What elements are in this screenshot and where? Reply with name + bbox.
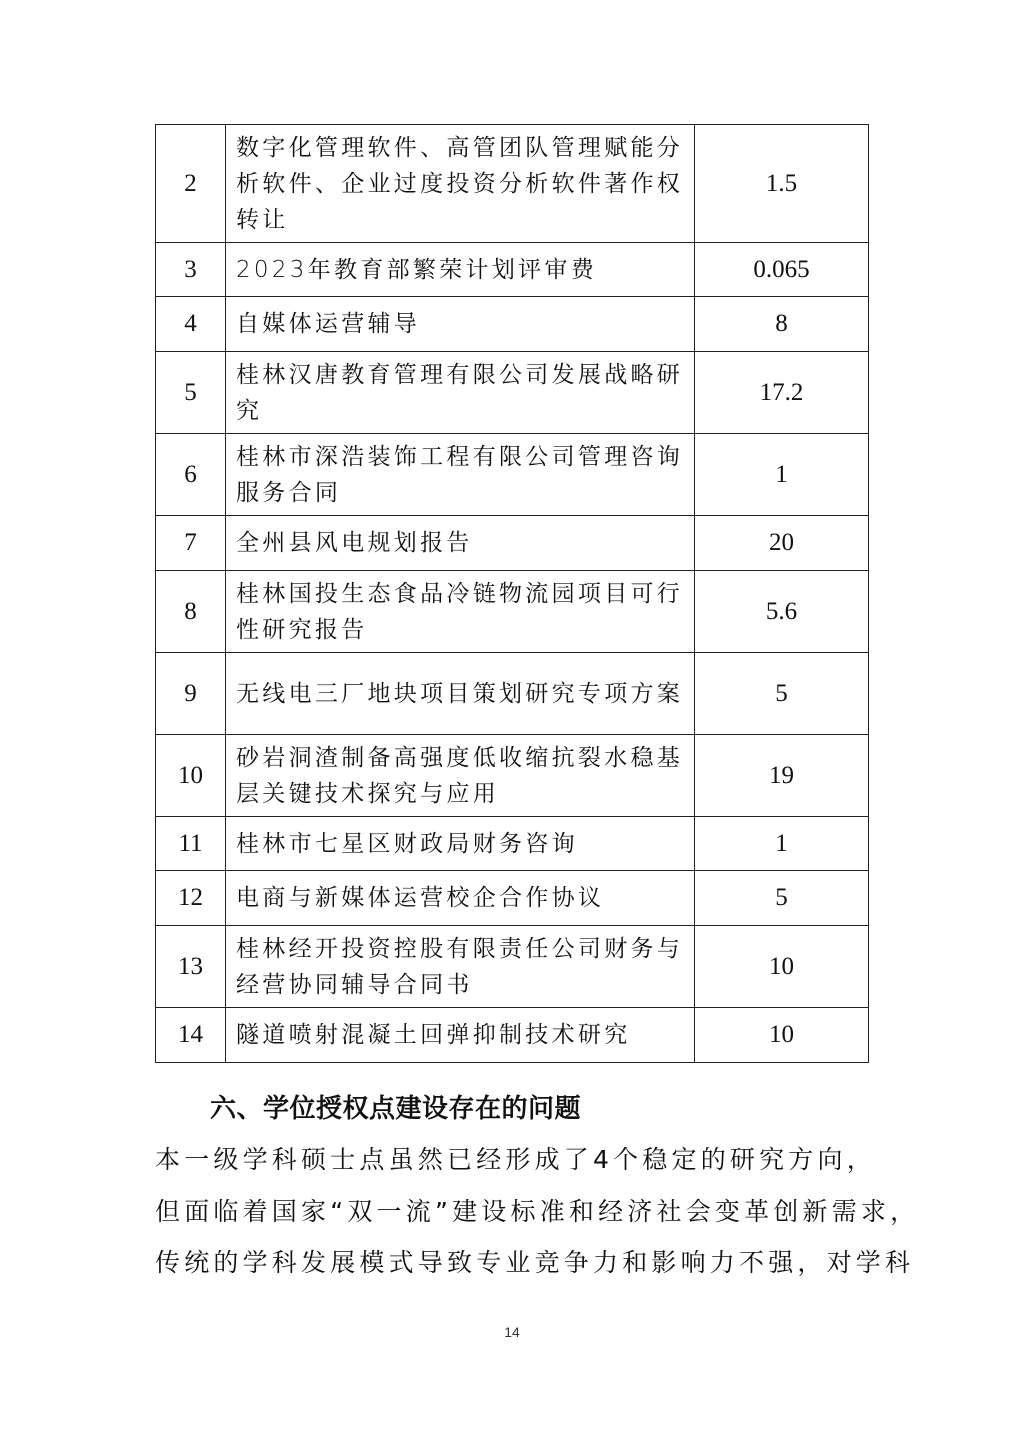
table-row	[156, 243, 869, 297]
amount: 1	[695, 434, 869, 516]
project-name: 桂林市深浩装饰工程有限公司管理咨询服务合同	[226, 434, 695, 516]
row-number: 12	[156, 871, 226, 926]
contracts-table	[155, 124, 869, 1063]
paragraph-line: 本一级学科硕士点虽然已经形成了4个稳定的研究方向，	[155, 1145, 876, 1174]
table-row	[156, 571, 869, 653]
project-name: 无线电三厂地块项目策划研究专项方案	[226, 653, 695, 735]
amount: 1	[695, 817, 869, 871]
table-row	[156, 1008, 869, 1063]
project-name: 电商与新媒体运营校企合作协议	[226, 871, 695, 926]
row-number: 9	[156, 653, 226, 735]
amount: 20	[695, 516, 869, 571]
page-number: 14	[504, 1324, 520, 1340]
row-number: 11	[156, 817, 226, 871]
table-row	[156, 871, 869, 926]
table-row	[156, 297, 869, 352]
amount: 5	[695, 871, 869, 926]
table-row	[156, 434, 869, 516]
row-number: 14	[156, 1008, 226, 1063]
amount: 10	[695, 926, 869, 1008]
row-number: 10	[156, 735, 226, 817]
amount: 1.5	[695, 125, 869, 243]
table-row	[156, 516, 869, 571]
paragraph-line: 但面临着国家“双一流”建设标准和经济社会变革创新需求，	[155, 1197, 920, 1226]
row-number: 5	[156, 352, 226, 434]
amount: 5	[695, 653, 869, 735]
project-name: 数字化管理软件、高管团队管理赋能分析软件、企业过度投资分析软件著作权转让	[226, 125, 695, 243]
table-row	[156, 352, 869, 434]
table-row	[156, 817, 869, 871]
project-name: 2023年教育部繁荣计划评审费	[226, 243, 695, 297]
section-heading: 六、学位授权点建设存在的问题	[210, 1094, 582, 1124]
project-name: 砂岩洞渣制备高强度低收缩抗裂水稳基层关键技术探究与应用	[226, 735, 695, 817]
amount: 8	[695, 297, 869, 352]
amount: 17.2	[695, 352, 869, 434]
row-number: 13	[156, 926, 226, 1008]
row-number: 7	[156, 516, 226, 571]
row-number: 2	[156, 125, 226, 243]
row-number: 8	[156, 571, 226, 653]
amount: 0.065	[695, 243, 869, 297]
row-number: 6	[156, 434, 226, 516]
amount: 5.6	[695, 571, 869, 653]
table-row	[156, 735, 869, 817]
project-name: 桂林经开投资控股有限责任公司财务与经营协同辅导合同书	[226, 926, 695, 1008]
table-row	[156, 653, 869, 735]
project-name: 桂林汉唐教育管理有限公司发展战略研究	[226, 352, 695, 434]
project-name: 桂林市七星区财政局财务咨询	[226, 817, 695, 871]
amount: 10	[695, 1008, 869, 1063]
row-number: 4	[156, 297, 226, 352]
table-row	[156, 125, 869, 243]
project-name: 桂林国投生态食品冷链物流园项目可行性研究报告	[226, 571, 695, 653]
project-name: 隧道喷射混凝土回弹抑制技术研究	[226, 1008, 695, 1063]
project-name: 自媒体运营辅导	[226, 297, 695, 352]
project-name: 全州县风电规划报告	[226, 516, 695, 571]
amount: 19	[695, 735, 869, 817]
row-number: 3	[156, 243, 226, 297]
table-row	[156, 926, 869, 1008]
paragraph-line: 传统的学科发展模式导致专业竞争力和影响力不强，对学科	[155, 1248, 915, 1277]
